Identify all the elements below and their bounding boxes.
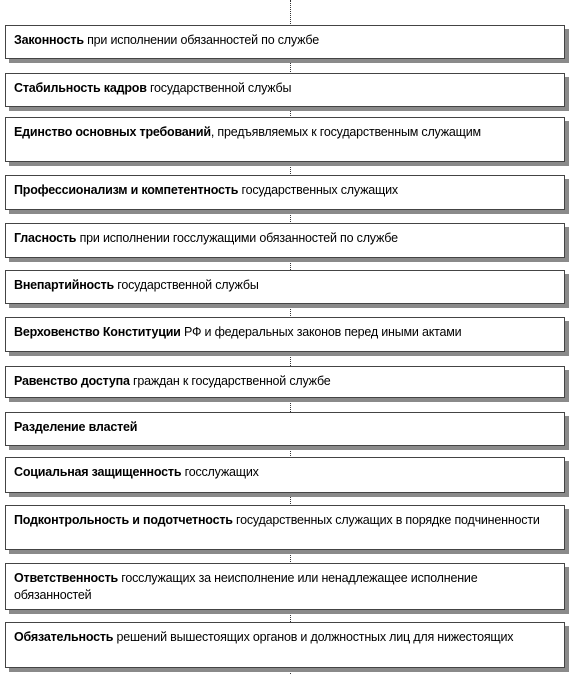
principle-title: Стабильность кадров bbox=[14, 81, 147, 95]
principle-title: Верховенство Конституции bbox=[14, 325, 181, 339]
principle-title: Законность bbox=[14, 33, 84, 47]
principle-text: РФ и федеральных законов перед иными актами bbox=[180, 325, 462, 339]
principle-responsibility bbox=[5, 563, 565, 610]
principle-equal-access bbox=[5, 366, 565, 398]
principle-text: госслужащих за неисполнение или ненадлежащее исполнение обязанностей bbox=[14, 571, 478, 602]
principle-title: Подконтрольность и подотчетность bbox=[14, 513, 233, 527]
principle-title: Единство основных требований bbox=[14, 125, 211, 139]
principle-text: госслужащих bbox=[181, 465, 259, 479]
principle-text: государственных служащих bbox=[238, 183, 398, 197]
principle-constitution-supremacy bbox=[5, 317, 565, 352]
principle-text: государственной службы bbox=[146, 81, 292, 95]
principle-text: , предъявляемых к государственным служащим bbox=[210, 125, 481, 139]
principle-title: Внепартийность bbox=[14, 278, 114, 292]
principle-text: граждан к государственной службе bbox=[129, 374, 331, 388]
principle-publicity bbox=[5, 223, 565, 258]
principle-title: Обязательность bbox=[14, 630, 114, 644]
principle-title: Гласность bbox=[14, 231, 77, 245]
principle-text: государственной службы bbox=[113, 278, 259, 292]
principle-legality bbox=[5, 25, 565, 59]
principle-staff-stability bbox=[5, 73, 565, 107]
principle-social-protection bbox=[5, 457, 565, 493]
principle-non-partisanship bbox=[5, 270, 565, 304]
principle-professionalism bbox=[5, 175, 565, 210]
principle-text: государственных служащих в порядке подчиненности bbox=[232, 513, 540, 527]
principle-text: при исполнении госслужащими обязанностей по службе bbox=[76, 231, 398, 245]
principle-title: Профессионализм и компетентность bbox=[14, 183, 239, 197]
principle-separation-of-powers bbox=[5, 412, 565, 446]
principle-binding-decisions bbox=[5, 622, 565, 668]
principle-title: Разделение властей bbox=[14, 420, 138, 434]
principle-text: решений вышестоящих органов и должностных лиц для нижестоящих bbox=[113, 630, 514, 644]
principle-title: Социальная защищенность bbox=[14, 465, 182, 479]
principle-unity-of-requirements bbox=[5, 117, 565, 162]
principle-text: при исполнении обязанностей по службе bbox=[83, 33, 319, 47]
principle-accountability bbox=[5, 505, 565, 550]
principle-title: Равенство доступа bbox=[14, 374, 130, 388]
principle-title: Ответственность bbox=[14, 571, 118, 585]
